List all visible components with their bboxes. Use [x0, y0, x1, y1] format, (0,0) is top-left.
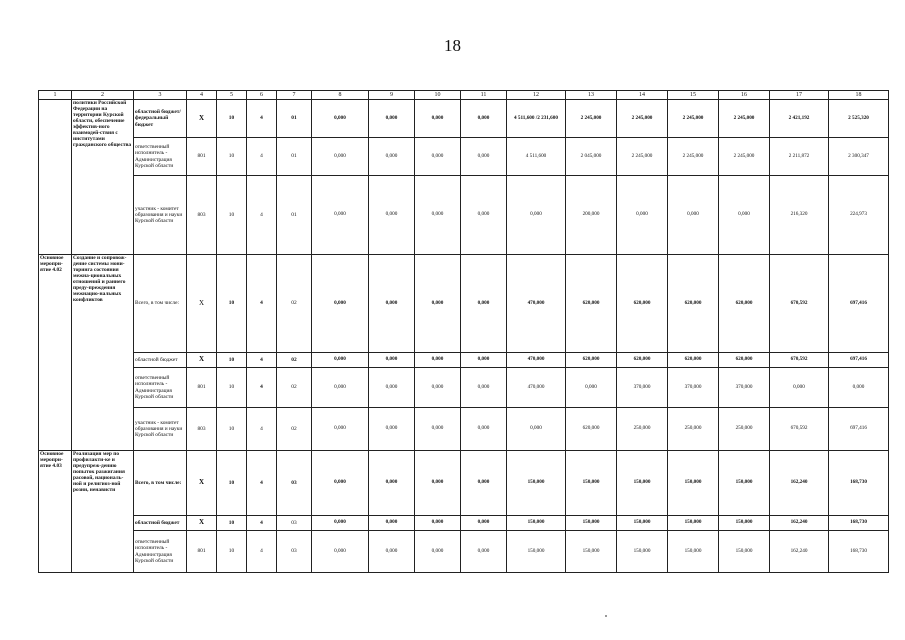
header-cell: 3: [134, 91, 187, 100]
cell: 02: [277, 408, 312, 451]
value-cell: 0,000: [461, 100, 507, 138]
value-cell: 168,730: [829, 516, 889, 531]
value-cell: 0,000: [719, 176, 770, 255]
table-row: [39, 408, 889, 451]
value-cell: 2 245,000: [617, 100, 668, 138]
cell: 02: [277, 368, 312, 408]
value-cell: 0,000: [461, 516, 507, 531]
value-cell: 370,000: [668, 368, 719, 408]
cell: 4: [247, 451, 277, 516]
value-cell: 0,000: [415, 255, 461, 353]
header-cell: 1: [39, 91, 72, 100]
measure-description: Реализация мер по профилакти-ке и предупреж-дению попыток разжигания расовой, националь-ной и религиоз-ной розни, ненависти: [72, 451, 134, 573]
value-cell: 0,000: [415, 408, 461, 451]
value-cell: 670,592: [770, 255, 829, 353]
value-cell: 697,416: [829, 408, 889, 451]
value-cell: 2 245,000: [719, 100, 770, 138]
value-cell: 150,000: [507, 531, 566, 573]
value-cell: 0,000: [312, 451, 369, 516]
funding-source: Всего, в том числе:: [134, 451, 187, 516]
cell: 801: [187, 138, 217, 176]
cell: 4: [247, 100, 277, 138]
cell: 03: [277, 451, 312, 516]
value-cell: 0,000: [415, 138, 461, 176]
value-cell: 162,240: [770, 451, 829, 516]
table-row: [39, 516, 889, 531]
header-cell: 13: [566, 91, 617, 100]
budget-table: [38, 90, 889, 573]
measure-number: Основное меропри-ятие 4.02: [39, 255, 72, 451]
header-cell: 10: [415, 91, 461, 100]
value-cell: 0,000: [312, 353, 369, 368]
table-row: [39, 100, 889, 138]
value-cell: 0,000: [369, 353, 415, 368]
cell: 4: [247, 531, 277, 573]
value-cell: 150,000: [719, 516, 770, 531]
header-cell: 5: [217, 91, 247, 100]
value-cell: 2 245,000: [617, 138, 668, 176]
page-number: 18: [444, 36, 461, 55]
funding-source: ответственный исполнитель - Администрация Курской области: [134, 531, 187, 573]
cell: 01: [277, 176, 312, 255]
value-cell: 697,416: [829, 255, 889, 353]
header-row: [39, 91, 889, 100]
cell: 02: [277, 353, 312, 368]
value-cell: 2 211,872: [770, 138, 829, 176]
table-row: [39, 368, 889, 408]
cell: 10: [217, 408, 247, 451]
value-cell: 697,416: [829, 353, 889, 368]
value-cell: 370,000: [617, 368, 668, 408]
value-cell: 200,000: [566, 176, 617, 255]
value-cell: 4 511,600: [507, 138, 566, 176]
table-row: [39, 353, 889, 368]
funding-source: участник - комитет образования и науки Курской области: [134, 408, 187, 451]
cell: 10: [217, 531, 247, 573]
table-row: [39, 255, 889, 353]
header-cell: 15: [668, 91, 719, 100]
empty-cell: [39, 100, 72, 255]
value-cell: 0,000: [312, 176, 369, 255]
value-cell: 0,000: [829, 368, 889, 408]
value-cell: 150,000: [719, 531, 770, 573]
cell: 10: [217, 176, 247, 255]
value-cell: 670,592: [770, 353, 829, 368]
funding-source: областной бюджет: [134, 353, 187, 368]
header-cell: 11: [461, 91, 507, 100]
value-cell: 0,000: [369, 255, 415, 353]
value-cell: 620,000: [566, 255, 617, 353]
funding-source: областной бюджет/ федеральный бюджет: [134, 100, 187, 138]
funding-source: Всего, в том числе:: [134, 255, 187, 353]
value-cell: 670,592: [770, 408, 829, 451]
header-cell: 16: [719, 91, 770, 100]
cell: Х: [187, 353, 217, 368]
value-cell: 250,000: [668, 408, 719, 451]
value-cell: 150,000: [719, 451, 770, 516]
cell: 01: [277, 100, 312, 138]
value-cell: 0,000: [369, 408, 415, 451]
value-cell: 0,000: [566, 368, 617, 408]
cell: Х: [187, 451, 217, 516]
table-row: [39, 451, 889, 516]
cell: 4: [247, 176, 277, 255]
cell: 10: [217, 516, 247, 531]
value-cell: 0,000: [369, 516, 415, 531]
cell: 801: [187, 531, 217, 573]
cell: 02: [277, 255, 312, 353]
cell: 10: [217, 368, 247, 408]
table-row: [39, 531, 889, 573]
cell: 803: [187, 176, 217, 255]
value-cell: 250,000: [617, 408, 668, 451]
value-cell: 0,000: [312, 531, 369, 573]
header-cell: 18: [829, 91, 889, 100]
cell: 01: [277, 138, 312, 176]
header-cell: 4: [187, 91, 217, 100]
value-cell: 162,240: [770, 516, 829, 531]
measure-description: политики Российской Федерации на территории Курской области, обеспечение эффектив-ного взаимодей-ствия с институтами гражданского общества: [72, 100, 134, 255]
value-cell: 150,000: [668, 531, 719, 573]
value-cell: 620,000: [668, 353, 719, 368]
value-cell: 0,000: [415, 176, 461, 255]
cell: 4: [247, 368, 277, 408]
value-cell: 620,000: [566, 408, 617, 451]
value-cell: 0,000: [617, 176, 668, 255]
value-cell: 0,000: [369, 451, 415, 516]
cell: 801: [187, 368, 217, 408]
value-cell: 0,000: [415, 451, 461, 516]
table-row: [39, 176, 889, 255]
value-cell: 0,000: [461, 138, 507, 176]
funding-source: участник - комитет образования и науки Курской области: [134, 176, 187, 255]
value-cell: 2 045,000: [566, 138, 617, 176]
value-cell: 168,730: [829, 531, 889, 573]
header-cell: 7: [277, 91, 312, 100]
cell: 10: [217, 451, 247, 516]
value-cell: 0,000: [312, 100, 369, 138]
value-cell: 0,000: [369, 138, 415, 176]
value-cell: 2 245,000: [668, 138, 719, 176]
value-cell: 0,000: [461, 176, 507, 255]
value-cell: 0,000: [312, 408, 369, 451]
value-cell: 620,000: [617, 353, 668, 368]
value-cell: 0,000: [415, 368, 461, 408]
value-cell: 150,000: [566, 516, 617, 531]
value-cell: 250,000: [719, 408, 770, 451]
value-cell: 0,000: [770, 368, 829, 408]
value-cell: 2 525,320: [829, 100, 889, 138]
cell: 803: [187, 408, 217, 451]
value-cell: 0,000: [461, 451, 507, 516]
value-cell: 150,000: [507, 516, 566, 531]
value-cell: 470,000: [507, 368, 566, 408]
value-cell: 0,000: [461, 353, 507, 368]
value-cell: 0,000: [415, 353, 461, 368]
measure-number: Основное меропри-ятие 4.03: [39, 451, 72, 573]
value-cell: 0,000: [312, 138, 369, 176]
value-cell: 370,000: [719, 368, 770, 408]
cell: Х: [187, 100, 217, 138]
header-cell: 6: [247, 91, 277, 100]
value-cell: 2 300,347: [829, 138, 889, 176]
value-cell: 0,000: [668, 176, 719, 255]
value-cell: 150,000: [617, 451, 668, 516]
value-cell: 0,000: [369, 368, 415, 408]
value-cell: 150,000: [617, 516, 668, 531]
header-cell: 14: [617, 91, 668, 100]
funding-source: областной бюджет: [134, 516, 187, 531]
value-cell: 150,000: [566, 451, 617, 516]
header-cell: 8: [312, 91, 369, 100]
header-cell: 12: [507, 91, 566, 100]
value-cell: 620,000: [566, 353, 617, 368]
value-cell: 150,000: [617, 531, 668, 573]
value-cell: 0,000: [461, 255, 507, 353]
header-cell: 17: [770, 91, 829, 100]
value-cell: 150,000: [507, 451, 566, 516]
value-cell: 168,730: [829, 451, 889, 516]
value-cell: 620,000: [668, 255, 719, 353]
value-cell: 620,000: [617, 255, 668, 353]
value-cell: 470,000: [507, 255, 566, 353]
value-cell: 470,000: [507, 353, 566, 368]
value-cell: 2 245,000: [719, 138, 770, 176]
value-cell: 0,000: [507, 176, 566, 255]
header-cell: 2: [72, 91, 134, 100]
value-cell: 150,000: [566, 531, 617, 573]
cell: 03: [277, 531, 312, 573]
cell: 4: [247, 255, 277, 353]
value-cell: 150,000: [668, 516, 719, 531]
funding-source: ответственный исполнитель - Администрация Курской области: [134, 138, 187, 176]
value-cell: 2 245,000: [668, 100, 719, 138]
value-cell: 0,000: [415, 100, 461, 138]
value-cell: 620,000: [719, 353, 770, 368]
funding-source: ответственный исполнитель - Администрация Курской области: [134, 368, 187, 408]
value-cell: 0,000: [369, 531, 415, 573]
value-cell: 162,240: [770, 531, 829, 573]
cell: 4: [247, 516, 277, 531]
cell: Х: [187, 516, 217, 531]
value-cell: 0,000: [507, 408, 566, 451]
cell: 10: [217, 100, 247, 138]
value-cell: 0,000: [415, 516, 461, 531]
value-cell: 0,000: [369, 100, 415, 138]
value-cell: 0,000: [312, 516, 369, 531]
value-cell: 4 511,600 /2 231,600: [507, 100, 566, 138]
header-cell: 9: [369, 91, 415, 100]
value-cell: 2 245,000: [566, 100, 617, 138]
value-cell: 0,000: [369, 176, 415, 255]
cell: 4: [247, 138, 277, 176]
cell: Х: [187, 255, 217, 353]
cell: 4: [247, 353, 277, 368]
value-cell: 0,000: [312, 255, 369, 353]
cell: 03: [277, 516, 312, 531]
cell: 10: [217, 353, 247, 368]
value-cell: 150,000: [668, 451, 719, 516]
value-cell: 216,320: [770, 176, 829, 255]
cell: 10: [217, 138, 247, 176]
scan-speck: [605, 615, 607, 617]
value-cell: 0,000: [461, 531, 507, 573]
value-cell: 0,000: [461, 368, 507, 408]
table-row: [39, 138, 889, 176]
value-cell: 224,973: [829, 176, 889, 255]
value-cell: 0,000: [415, 531, 461, 573]
cell: 10: [217, 255, 247, 353]
value-cell: 2 421,192: [770, 100, 829, 138]
value-cell: 620,000: [719, 255, 770, 353]
cell: 4: [247, 408, 277, 451]
value-cell: 0,000: [461, 408, 507, 451]
measure-description: Создание и сопровож-дение системы мони-торинга состояния межна-циональных отношений и раннего преду-преждения межнацио-нальных конфликтов: [72, 255, 134, 451]
value-cell: 0,000: [312, 368, 369, 408]
